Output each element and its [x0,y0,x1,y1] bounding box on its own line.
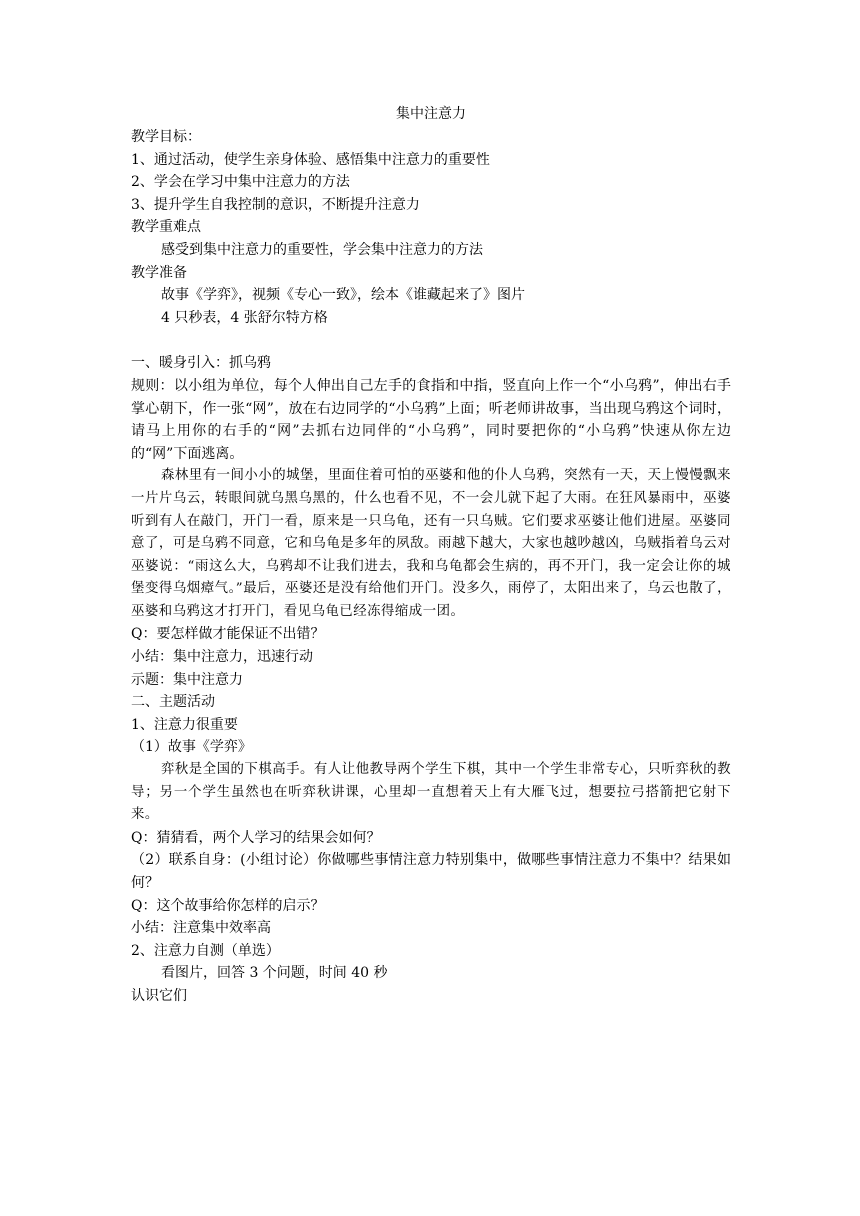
section2-story: 弈秋是全国的下棋高手。有人让他教导两个学生下棋，其中一个学生非常专心，只听弈秋的教导；另一个学生虽然也在听弈秋讲课，心里却一直想着天上有大雁飞过，想要拉弓搭箭把它射下来。 [131,762,731,823]
section2-item: （1）故事《学弈》 [131,739,252,756]
section2-question: Q：猜猜看，两个人学习的结果会如何？ [131,829,381,846]
key-points-heading: 教学重难点 [131,219,201,236]
objective-item: 1、通过活动，使学生亲身体验、感悟集中注意力的重要性 [131,151,490,168]
section1-heading: 一、暖身引入：抓乌鸦 [131,355,271,372]
section1-story: 森林里有一间小小的城堡，里面住着可怕的巫婆和他的仆人乌鸦，突然有一天，天上慢慢飘来一片片乌云，转眼间就乌黑乌黑的，什么也看不见，不一会儿就下起了大雨。在狂风暴雨中，巫婆听到有人在敲门，开门一看，原来是一只乌龟，还有一只乌贼。它们要求巫婆让他们进屋。巫婆同意了，可是乌鸦不同意，它和乌龟是多年的夙敌。雨越下越大，大家也越吵越凶，乌贼指着乌云对巫婆说：“雨这么大，乌鸦却不让我们进去，我和乌龟都会生病的，再不开门，我一定会让你的城堡变得乌烟瘴气。”最后，巫婆还是没有给他们开门。没多久，雨停了，太阳出来了，乌云也散了，巫婆和乌鸦这才打开门，看见乌龟已经冻得缩成一团。 [131,468,731,619]
blank-line [131,329,731,352]
section2-instruction: 看图片，回答 3 个问题，时间 40 秒 [161,965,388,982]
preparation-heading: 教学准备 [131,264,187,281]
section2-question: Q：这个故事给你怎样的启示？ [131,897,325,914]
objectives-heading: 教学目标： [131,129,201,145]
section1-rules: 规则：以小组为单位，每个人伸出自己左手的食指和中指，竖直向上作一个“小乌鸦”，伸出右手掌心朝下，作一张“网”，放在右边同学的“小乌鸦”上面；听老师讲故事，当出现乌鸦这个词时，请马上用你的右手的“网”去抓右边同伴的“小乌鸦”，同时要把你的“小乌鸦”快速从你左边的“网”下面逃离。 [131,377,731,462]
section2-tail: 认识它们 [131,987,187,1004]
section1-summary: 小结：集中注意力，迅速行动 [131,649,313,666]
key-points-text: 感受到集中注意力的重要性，学会集中注意力的方法 [161,241,483,258]
section2-summary: 小结：注意集中效率高 [131,920,271,937]
objective-item: 2、学会在学习中集中注意力的方法 [131,174,350,191]
preparation-item: 故事《学弈》，视频《专心一致》，绘本《谁藏起来了》图片 [161,287,525,304]
preparation-item: 4 只秒表，4 张舒尔特方格 [161,309,328,326]
document-title: 集中注意力 [396,106,466,122]
section2-heading: 二、主题活动 [131,694,215,711]
section2-subheading: 2、注意力自测（单选） [131,942,280,959]
section2-discussion: （2）联系自身：(小组讨论）你做哪些事情注意力特别集中，做哪些事情注意力不集中？结果如何？ [131,852,731,891]
objective-item: 3、提升学生自我控制的意识，不断提升注意力 [131,196,420,213]
document-page [131,103,731,1008]
section2-subheading: 1、注意力很重要 [131,716,238,733]
section1-hint: 示题：集中注意力 [131,671,243,688]
section1-question: Q：要怎样做才能保证不出错？ [131,626,325,643]
